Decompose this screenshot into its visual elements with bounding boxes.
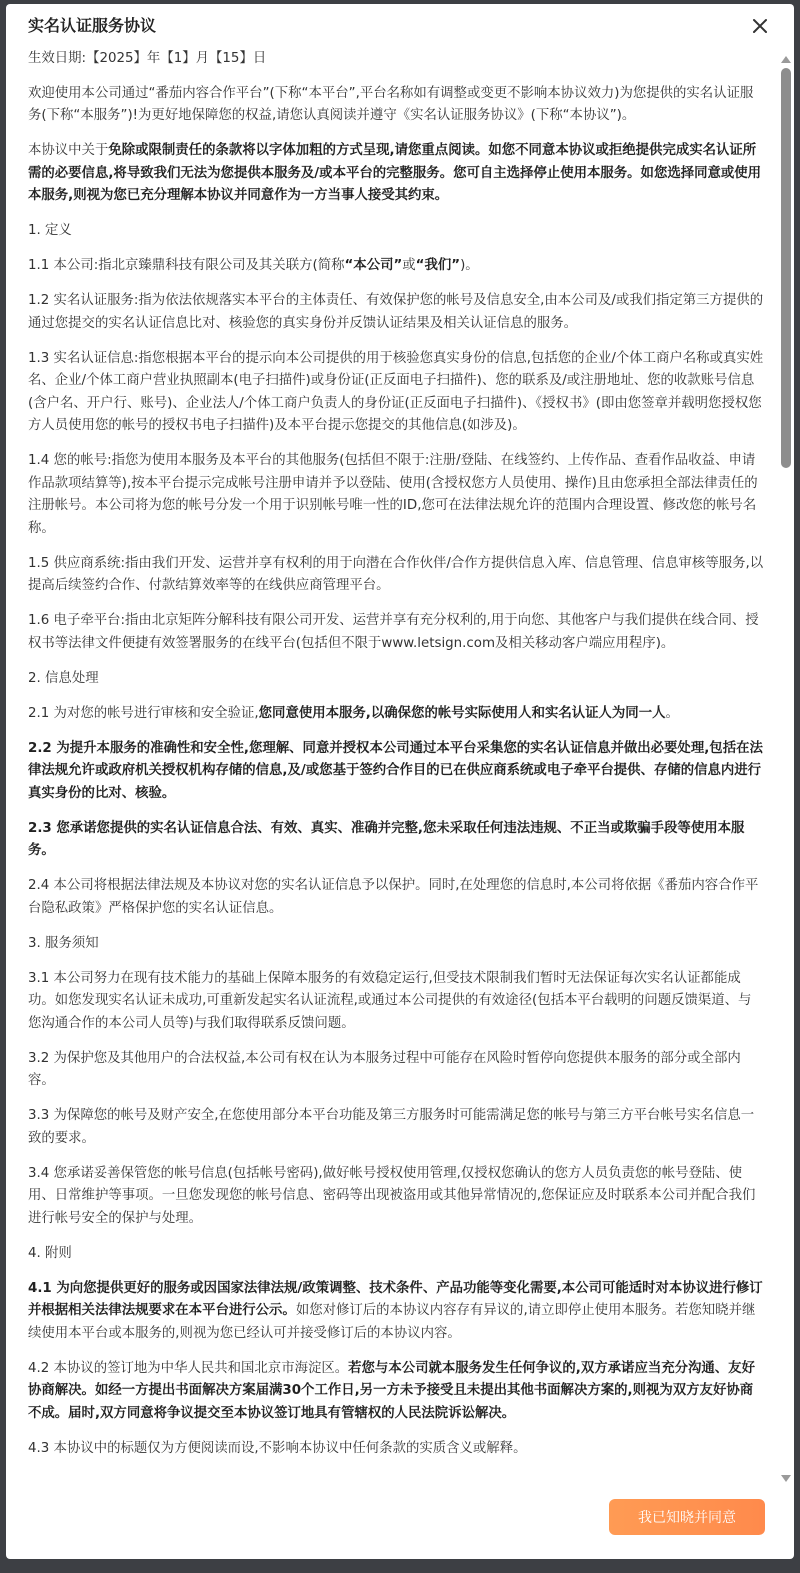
clause-bold: 若您与本公司就本服务发生任何争议的,双方承诺应当充分沟通、友好协商解决。如经一方提出书面解决方案届满30个工作日,另一方未予接受且未提出其他书面解决方案的,则视为双方友好协商不成。届时,双方同意将争议提交至本协议签订地具有管辖权的人民法院诉讼解决。 <box>28 1360 755 1421</box>
clause-bold: “我们” <box>415 258 461 273</box>
clause-text: 如您对修订后的本协议内容存有异议的,请立即停止使用本服务。若您知晓并继续使用本平台或本服务的,则视为您已经认可并接受修订后的本协议内容。 <box>28 1303 756 1341</box>
clause-1-5: 1.5 供应商系统:指由我们开发、运营并享有权利的用于向潜在合作伙伴/合作方提供信息入库、信息管理、信息审核等服务,以提高后续签约合作、付款结算效率等的在线供应商管理平台。 <box>28 555 764 593</box>
scroll-up-arrow-icon[interactable] <box>781 56 791 63</box>
section-heading-definitions: 1. 定义 <box>28 223 72 238</box>
effective-date: 生效日期:【2025】年【1】月【15】日 <box>28 51 267 66</box>
clause-3-4: 3.4 您承诺妥善保管您的帐号信息(包括帐号密码),做好帐号授权使用管理,仅授权您确认的您方人员负责您的帐号登陆、使用、日常维护等事项。一旦您发现您的帐号信息、密码等出现被盗用或其他异常情况的,您保证应及时联系本公司并配合我们进行帐号安全的保护与处理。 <box>28 1165 756 1226</box>
section-heading-info-processing: 2. 信息处理 <box>28 670 99 686</box>
modal-title: 实名认证服务协议 <box>28 16 157 35</box>
clause-bold: 4.1 为向您提供更好的服务或因国家法律法规/政策调整、技术条件、产品功能等变化需要,本公司可能适时对本协议进行修订并根据相关法律法规要求在本平台进行公示。 <box>28 1280 763 1318</box>
clause-1-2: 1.2 实名认证服务:指为依法依规落实本平台的主体责任、有效保护您的帐号及信息安全,由本公司及/或我们指定第三方提供的通过您提交的实名认证信息比对、核验您的真实身份并反馈认证结果及相关认证信息的服务。 <box>28 293 764 331</box>
modal-header <box>6 4 794 48</box>
clause-3-1: 3.1 本公司努力在现有技术能力的基础上保障本服务的有效稳定运行,但受技术限制我们暂时无法保证每次实名认证都能成功。如您发现实名认证未成功,可重新发起实名认证流程,或通过本公司提供的有效途径(包括本平台载明的问题反馈渠道、与您沟通合作的本公司人员等)与我们取得联系反馈问题。 <box>28 970 752 1031</box>
agreement-modal <box>6 4 794 1559</box>
clause-bold: “本公司” <box>344 258 403 273</box>
clause-text: 2.1 为对您的帐号进行审核和安全验证, <box>28 705 259 721</box>
close-button[interactable] <box>748 14 772 38</box>
intro-paragraph: 欢迎使用本公司通过“番茄内容合作平台”(下称“本平台”,平台名称如有调整或变更不影响本协议效力)为您提供的实名认证服务(下称“本服务”)!为更好地保障您的权益,请您认真阅读并遵守《实名认证服务协议》(下称“本协议”)。 <box>28 85 754 123</box>
clause-1-4: 1.4 您的帐号:指您为使用本服务及本平台的其他服务(包括但不限于:注册/登陆、在线签约、上传作品、查看作品收益、申请作品款项结算等),按本平台提示完成帐号注册申请并予以登陆、使用(含授权您方人员使用、操作)且由您承担全部法律责任的注册帐号。本公司将为您的帐号分发一个用于识别帐号唯一性的ID,您可在法律法规允许的范围内合理设置、修改您的帐号名称。 <box>28 453 758 536</box>
notice-text: 本协议中关于 <box>28 143 109 158</box>
scrollbar[interactable] <box>780 54 792 1484</box>
clause-2-2 <box>28 738 764 806</box>
clause-text: 或 <box>402 258 416 273</box>
clause-3-3: 3.3 为保障您的帐号及财产安全,在您使用部分本平台功能及第三方服务时可能需满足您的帐号与第三方平台帐号实名信息一致的要求。 <box>28 1108 755 1146</box>
clause-bold: 2.2 为提升本服务的准确性和安全性,您理解、同意并授权本公司通过本平台采集您的实名认证信息并做出必要处理,包括在法律法规允许或政府机关授权机构存储的信息,及/或您基于签约合作目的已在供应商系统或电子牵平台提供、存储的信息内进行真实身份的比对、核验。 <box>28 740 763 801</box>
agree-button[interactable]: 我已知晓并同意 <box>609 1499 765 1535</box>
clause-1-6: 1.6 电子牵平台:指由北京矩阵分解科技有限公司开发、运营并享有充分权利的,用于向您、其他客户与我们提供在线合同、授权书等法律文件便捷有效签署服务的在线平台(包括但不限于www.letsign.com及相关移动客户端应用程序)。 <box>28 613 759 651</box>
scrollbar-thumb[interactable] <box>781 68 791 468</box>
clause-2-1 <box>28 703 764 726</box>
clause-bold: 您同意使用本服务,以确保您的帐号实际使用人和实名认证人为同一人 <box>258 705 666 721</box>
agreement-content <box>28 48 764 1473</box>
clause-1-1 <box>28 255 764 278</box>
clause-text: 1.1 本公司:指北京臻鼎科技有限公司及其关联方(简称 <box>28 258 345 273</box>
clause-3-2: 3.2 为保护您及其他用户的合法权益,本公司有权在认为本服务过程中可能存在风险时暂停向您提供本服务的部分或全部内容。 <box>28 1050 741 1088</box>
clause-2-4: 2.4 本公司将根据法律法规及本协议对您的实名认证信息予以保护。同时,在处理您的信息时,本公司将依据《番茄内容合作平台隐私政策》严格保护您的实名认证信息。 <box>28 878 759 916</box>
section-heading-service-notes: 3. 服务须知 <box>28 935 99 951</box>
clause-4-1 <box>28 1278 764 1346</box>
section-heading-supplementary: 4. 附则 <box>28 1245 72 1261</box>
clause-4-2 <box>28 1358 764 1426</box>
clause-text: 。 <box>665 705 679 721</box>
clause-2-3 <box>28 818 764 863</box>
clause-bold: 2.3 您承诺您提供的实名认证信息合法、有效、真实、准确并完整,您未采取任何违法违规、不正当或欺骗手段等使用本服务。 <box>28 820 745 858</box>
close-icon <box>748 14 772 38</box>
clause-text: )。 <box>460 258 479 273</box>
notice-bold: 免除或限制责任的条款将以字体加粗的方式呈现,请您重点阅读。如您不同意本协议或拒绝提供完成实名认证所需的必要信息,将导致我们无法为您提供本服务及/或本平台的完整服务。您可自主选择停止使用本服务。如您选择同意或使用本服务,则视为您已充分理解本协议并同意作为一方当事人接受其约束。 <box>28 143 762 203</box>
notice-paragraph <box>28 140 764 208</box>
clause-1-3: 1.3 实名认证信息:指您根据本平台的提示向本公司提供的用于核验您真实身份的信息,包括您的企业/个体工商户名称或真实姓名、企业/个体工商户营业执照副本(电子扫描件)或身份证(正反面电子扫描件)、您的联系及/或注册地址、您的收款账号信息(含户名、开户行、账号)、企业法人/个体工商户负责人的身份证(正反面电子扫描件)、《授权书》(即由您签章并载明您授权您方人员使用您的帐号的授权书电子扫描件)及本平台提示您提交的其他信息(如涉及)。 <box>28 350 764 433</box>
scroll-down-arrow-icon[interactable] <box>781 1475 791 1482</box>
clause-4-3: 4.3 本协议中的标题仅为方便阅读而设,不影响本协议中任何条款的实质含义或解释。 <box>28 1440 527 1456</box>
agreement-scroll-area[interactable] <box>6 48 794 1484</box>
clause-text: 4.2 本协议的签订地为中华人民共和国北京市海淀区。 <box>28 1360 349 1376</box>
